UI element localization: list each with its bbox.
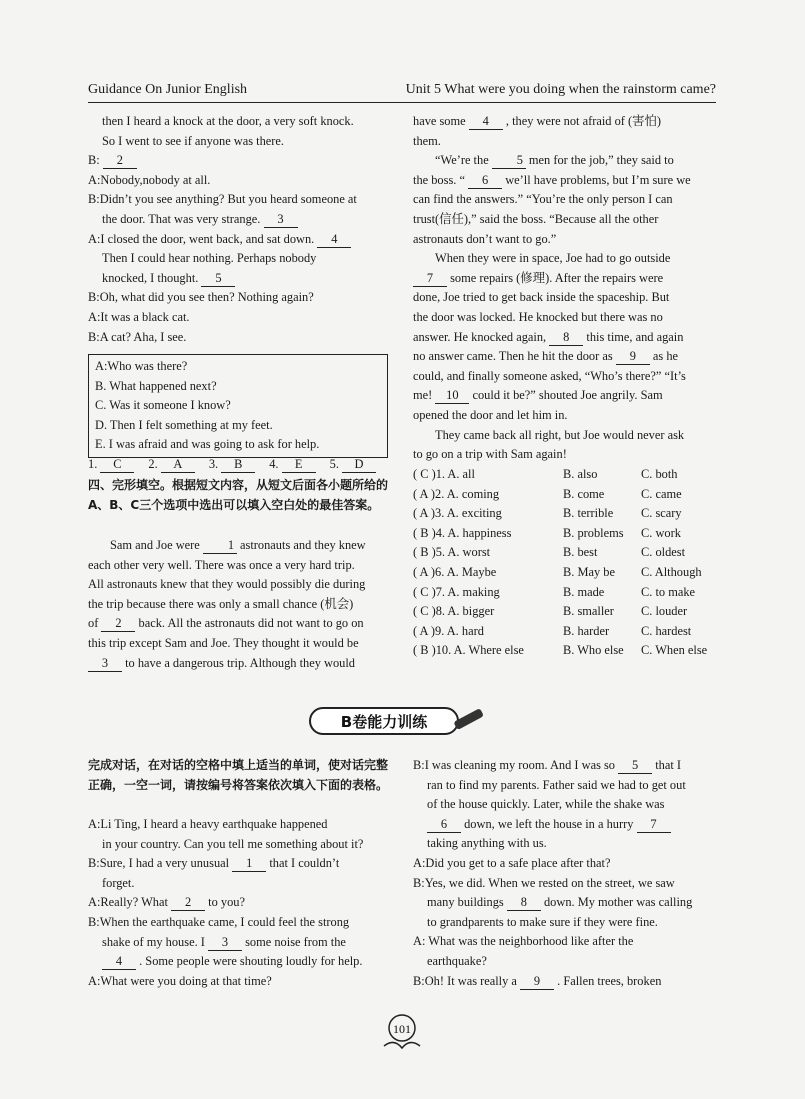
text-line: [413, 386, 716, 406]
choice-row: [413, 622, 716, 642]
text-line: [413, 249, 716, 269]
line-text: the boss. “: [413, 172, 465, 187]
line-text: A: What was the neighborhood like after the: [413, 934, 634, 949]
answer-number: 3.: [208, 457, 219, 471]
choice-option: ( C )8. A. bigger: [413, 604, 495, 619]
choice-row: [413, 583, 716, 603]
line-text-after: down, we left the house in a hurry: [464, 816, 634, 831]
line-text: B:: [88, 153, 100, 168]
text-line: [413, 445, 716, 465]
line-text: of the house quickly. Later, while the shake was: [427, 797, 665, 812]
answer-letter: A: [161, 457, 195, 473]
text-line: [413, 367, 716, 387]
choice-option: ( A )9. A. hard: [413, 623, 484, 638]
answer-item: [330, 455, 376, 475]
page-header: [88, 80, 716, 103]
text-line: [413, 190, 716, 210]
line-text: can find the answers.” “You’re the only person I can: [413, 192, 673, 207]
line-text: trust(信任),” said the boss. “Because all the other: [413, 211, 659, 226]
line-text: ran to find my parents. Father said we had to get out: [427, 777, 686, 792]
choice-option: B. harder: [563, 623, 610, 638]
line-text: B:Oh! It was really a: [413, 973, 517, 988]
choice-option: ( C )1. A. all: [413, 467, 475, 481]
answer-letter: E: [282, 457, 316, 473]
blank-answer: 7: [637, 817, 671, 833]
blank-answer: 6: [468, 173, 502, 189]
choice-option: B. made: [563, 584, 605, 599]
choice-row: [413, 641, 716, 661]
line-text: opened the door and let him in.: [413, 407, 568, 422]
option-line: A:Who was there?: [95, 359, 188, 373]
choice-option: ( C )7. A. making: [413, 584, 500, 599]
line-text: A:What were you doing at that time?: [88, 973, 272, 988]
text-line: [88, 913, 388, 933]
choice-row: [413, 602, 716, 622]
line-text: All astronauts knew that they would possibly die during: [88, 577, 366, 592]
choice-option: B. problems: [563, 525, 624, 540]
answer-item: [148, 455, 194, 475]
choice-option: ( B )5. A. worst: [413, 545, 491, 560]
choice-option: C. oldest: [641, 545, 686, 560]
line-text: B:Didn’t you see anything? But you heard someone at: [88, 192, 357, 207]
line-text-after: we’ll have problems, but I’m sure we: [505, 172, 691, 187]
text-line: [88, 132, 388, 152]
text-line: [413, 406, 716, 426]
choice-row: [413, 504, 716, 524]
choice-option: B. also: [563, 467, 598, 481]
line-text: taking anything with us.: [427, 836, 547, 851]
blank-answer: 9: [616, 349, 650, 365]
answer-list: [88, 455, 388, 475]
line-text: of: [88, 616, 99, 631]
cloze-choices: [413, 465, 716, 661]
text-line: [413, 932, 716, 952]
option-line: C. Was it someone I know?: [95, 398, 231, 413]
text-line: [413, 952, 716, 972]
text-line: [88, 854, 388, 874]
text-line: [413, 426, 716, 446]
choice-option: C. came: [641, 486, 682, 501]
header-unit-title: Unit 5 What were you doing when the rainstorm came?: [405, 82, 716, 97]
text-line: [88, 634, 388, 654]
choice-option: ( B )4. A. happiness: [413, 525, 512, 540]
choice-option: C. to make: [641, 584, 696, 599]
line-text-after: that I: [655, 758, 682, 772]
blank-answer: 5: [492, 153, 526, 169]
text-line: [88, 595, 388, 615]
text-line: [88, 835, 388, 855]
choice-option: ( A )3. A. exciting: [413, 506, 502, 521]
answer-letter: C: [100, 457, 134, 473]
blank-answer: 5: [201, 271, 235, 287]
cloze-passage-left: [88, 536, 388, 673]
choice-option: C. work: [641, 525, 681, 540]
text-line: [88, 614, 388, 634]
line-text: B:Oh, what did you see then? Nothing again?: [88, 290, 314, 305]
answer-number: 4.: [269, 457, 279, 471]
blank-answer: 2: [103, 153, 137, 169]
choice-row: [413, 563, 716, 583]
line-text: A:Li Ting, I heard a heavy earthquake happened: [88, 817, 328, 831]
text-line: [413, 230, 716, 250]
header-book-title: Guidance On Junior English: [88, 82, 248, 97]
line-text: to go on a trip with Sam again!: [413, 447, 567, 462]
line-text: B:A cat? Aha, I see.: [88, 329, 187, 344]
line-text: A:It was a black cat.: [88, 309, 190, 324]
choice-option: C. both: [641, 467, 678, 481]
line-text: knocked, I thought.: [102, 270, 199, 285]
choice-option: B. Who else: [563, 643, 624, 658]
page-number: 101: [393, 1022, 411, 1036]
choice-row: [413, 524, 716, 544]
text-line: [413, 210, 716, 230]
option-line: D. Then I felt something at my feet.: [95, 417, 273, 432]
text-line: [413, 913, 716, 933]
text-line: [413, 308, 716, 328]
line-text: each other very well. There was once a very hard trip.: [88, 557, 355, 572]
text-line: [413, 269, 716, 289]
text-line: [413, 328, 716, 348]
dialogue-part-1: [88, 112, 388, 347]
section-b-instructions: 完成对话，在对话的空格中填上适当的单词，使对话完整正确，一空一词，请按编号将答案依次填入下面的表格。: [88, 758, 389, 792]
line-text: forget.: [102, 875, 135, 890]
choice-option: B. come: [563, 486, 605, 501]
line-text: the trip because there was only a small chance (机会): [88, 596, 354, 611]
choice-option: ( A )6. A. Maybe: [413, 564, 497, 579]
line-text: answer. He knocked again,: [413, 329, 547, 344]
choice-option: C. Although: [641, 564, 702, 579]
choice-option: C. louder: [641, 604, 688, 619]
choice-row: [413, 485, 716, 505]
line-text: When they were in space, Joe had to go outside: [435, 251, 671, 266]
line-text-after: to have a dangerous trip. Although they would: [125, 655, 355, 670]
blank-answer: 3: [88, 656, 122, 672]
text-line: [88, 112, 388, 132]
line-text: A:Really? What: [88, 895, 168, 910]
line-text-after: could it be?” shouted Joe angrily. Sam: [472, 388, 663, 403]
line-text: many buildings: [427, 895, 504, 910]
line-text: A:I closed the door, went back, and sat down.: [88, 231, 315, 246]
line-text: could, and finally someone asked, “Who’s there?” “It’s: [413, 368, 686, 383]
line-text-after: back. All the astronauts did not want to go on: [138, 616, 364, 631]
text-line: [88, 933, 388, 953]
line-text: A:Did you get to a safe place after that?: [413, 855, 611, 870]
blank-answer: 2: [171, 895, 205, 911]
text-line: [413, 776, 716, 796]
text-line: [88, 654, 388, 674]
line-text-after: some noise from the: [245, 934, 346, 949]
answer-item: [269, 455, 315, 475]
answer-item: [209, 455, 255, 475]
line-text: astronauts don’t want to go.”: [413, 231, 557, 246]
line-text-after: down. My mother was calling: [543, 895, 693, 910]
line-text-after: . Fallen trees, broken: [557, 973, 662, 988]
line-text: Sam and Joe were: [110, 538, 200, 552]
blank-answer: 3: [264, 212, 298, 228]
choice-option: ( A )2. A. coming: [413, 486, 500, 501]
line-text: in your country. Can you tell me something about it?: [102, 836, 364, 851]
options-list: [88, 354, 388, 458]
dialogue-part-2-right: [413, 756, 716, 991]
choice-option: B. best: [563, 545, 598, 560]
text-line: [413, 112, 716, 132]
text-line: [88, 210, 388, 230]
choice-option: ( B )10. A. Where else: [413, 643, 524, 658]
line-text-after: that I couldn’t: [269, 856, 340, 871]
text-line: [413, 854, 716, 874]
dialogue-part-2-left: [88, 815, 388, 991]
line-text: “We’re the: [435, 153, 489, 168]
line-text: no answer came. Then he hit the door as: [413, 349, 613, 364]
blank-answer: 1: [232, 856, 266, 872]
choice-row: [413, 465, 716, 485]
text-line: [88, 536, 388, 556]
line-text: them.: [413, 133, 441, 148]
cloze-passage-right: [413, 112, 716, 465]
line-text: the door. That was very strange.: [102, 211, 261, 226]
line-text: done, Joe tried to get back inside the spaceship. But: [413, 290, 670, 305]
blank-answer: 10: [435, 388, 469, 404]
line-text-after: astronauts and they knew: [240, 538, 366, 552]
line-text: B:When the earthquake came, I could feel the strong: [88, 914, 350, 929]
option-line: E. I was afraid and was going to ask for help.: [95, 437, 320, 452]
text-line: [88, 874, 388, 894]
text-line: [413, 756, 716, 776]
blank-answer: 4: [469, 114, 503, 130]
text-line: [88, 288, 388, 308]
line-text: this trip except Sam and Joe. They thought it would be: [88, 635, 359, 650]
banner-text: B卷能力训练: [340, 713, 428, 731]
page-number-badge: [374, 1012, 430, 1056]
text-line: [88, 972, 388, 992]
text-line: [88, 308, 388, 328]
line-text: have some: [413, 114, 466, 128]
text-line: [413, 874, 716, 894]
line-text: B:Sure, I had a very unusual: [88, 856, 230, 871]
section-b-banner: [308, 705, 488, 739]
answers-row: [88, 455, 388, 475]
blank-answer: 2: [101, 616, 135, 632]
answer-number: 2.: [148, 457, 158, 471]
blank-answer: 9: [520, 974, 554, 990]
line-text: A:Nobody,nobody at all.: [88, 172, 211, 187]
text-line: [413, 288, 716, 308]
blank-answer: 8: [549, 330, 583, 346]
line-text: then I heard a knock at the door, a very soft knock.: [102, 114, 354, 128]
text-line: [88, 893, 388, 913]
text-line: [88, 269, 388, 289]
section-4-instructions: 四、完形填空。根据短文内容，从短文后面各小题所给的A、B、C三个选项中选出可以填入空白处的最佳答案。: [88, 478, 389, 512]
line-text-after: to you?: [208, 895, 245, 910]
text-line: [413, 815, 716, 835]
text-line: [88, 230, 388, 250]
text-line: [88, 328, 388, 348]
line-text-after: some repairs (修理). After the repairs were: [450, 270, 664, 285]
line-text: B:Yes, we did. When we rested on the street, we saw: [413, 875, 675, 890]
choice-option: C. hardest: [641, 623, 692, 638]
blank-answer: 1: [203, 538, 237, 554]
text-line: [413, 171, 716, 191]
blank-answer: 6: [427, 817, 461, 833]
text-line: [88, 575, 388, 595]
choice-option: B. terrible: [563, 506, 614, 521]
text-line: [413, 151, 716, 171]
blank-answer: 7: [413, 271, 447, 287]
option-line: B. What happened next?: [95, 378, 217, 393]
answer-item: [88, 455, 134, 475]
choice-row: [413, 543, 716, 563]
text-line: [413, 347, 716, 367]
text-line: [88, 190, 388, 210]
options-box: [88, 350, 388, 461]
text-line: [88, 952, 388, 972]
blank-answer: 5: [618, 758, 652, 774]
text-line: [413, 795, 716, 815]
line-text: Then I could hear nothing. Perhaps nobody: [102, 251, 317, 266]
line-text-after: this time, and again: [586, 329, 684, 344]
answer-letter: D: [342, 457, 376, 473]
line-text: the door was locked. He knocked but there was no: [413, 309, 663, 324]
blank-answer: 8: [507, 895, 541, 911]
line-text: B:I was cleaning my room. And I was so: [413, 758, 616, 772]
blank-answer: 3: [208, 935, 242, 951]
choice-option: C. When else: [641, 643, 708, 658]
line-text: shake of my house. I: [102, 934, 205, 949]
line-text: to grandparents to make sure if they were fine.: [427, 914, 658, 929]
text-line: [413, 132, 716, 152]
line-text-after: . Some people were shouting loudly for help.: [139, 954, 363, 969]
line-text-after: , they were not afraid of (害怕): [505, 114, 662, 128]
line-text: They came back all right, but Joe would never ask: [435, 427, 685, 442]
choice-option: B. smaller: [563, 604, 614, 619]
text-line: [88, 556, 388, 576]
text-line: [88, 815, 388, 835]
text-line: [88, 249, 388, 269]
line-text-after: men for the job,” they said to: [528, 153, 674, 168]
line-text: me!: [413, 388, 433, 403]
text-line: [88, 151, 388, 171]
blank-answer: 4: [102, 954, 136, 970]
blank-answer: 4: [317, 232, 351, 248]
text-line: [413, 972, 716, 992]
text-line: [413, 834, 716, 854]
line-text: earthquake?: [427, 953, 487, 968]
text-line: [88, 171, 388, 191]
answer-number: 1.: [88, 457, 98, 471]
choice-option: C. scary: [641, 506, 682, 521]
line-text: So I went to see if anyone was there.: [102, 133, 285, 148]
choice-option: B. May be: [563, 564, 615, 579]
line-text-after: as he: [652, 349, 679, 364]
answer-number: 5.: [329, 457, 339, 471]
answer-letter: B: [221, 457, 255, 473]
text-line: [413, 893, 716, 913]
